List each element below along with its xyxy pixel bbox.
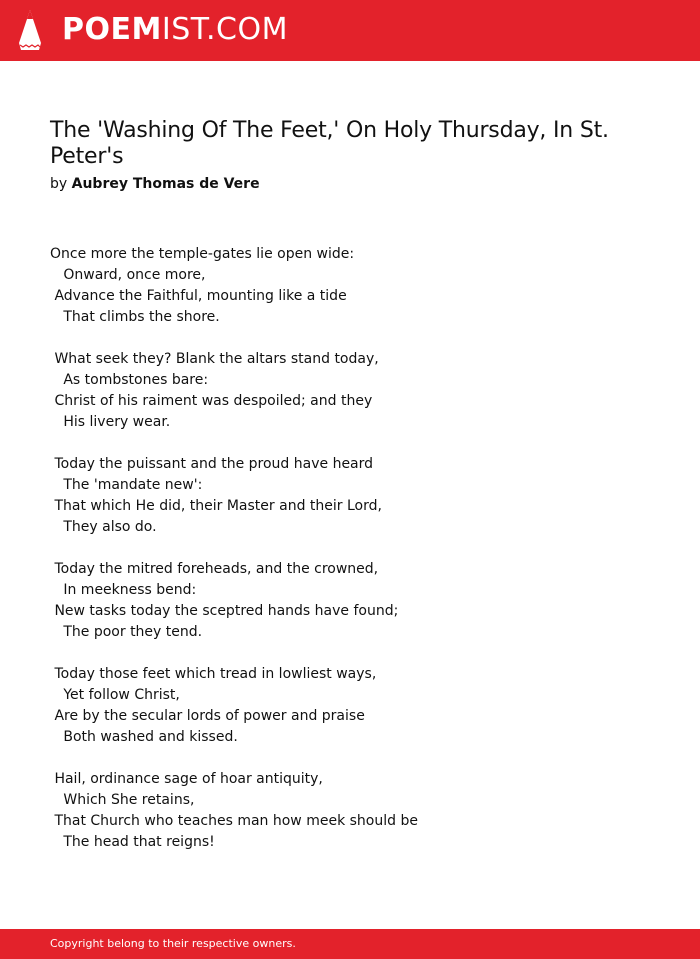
poem-line: That climbs the shore. xyxy=(50,309,220,325)
site-logo[interactable] xyxy=(62,11,288,49)
logo-light-text: IST.COM xyxy=(161,12,288,47)
poem-line: Which She retains, xyxy=(50,792,195,808)
poem-line: Both washed and kissed. xyxy=(50,729,238,745)
stanza xyxy=(50,769,650,853)
poem-line: New tasks today the sceptred hands have found; xyxy=(50,603,399,619)
poem-line: The poor they tend. xyxy=(50,624,203,640)
poem-line: The 'mandate new': xyxy=(50,477,203,493)
poem-line: As tombstones bare: xyxy=(50,372,209,388)
poem-title: The 'Washing Of The Feet,' On Holy Thursday, In St. Peter's xyxy=(50,118,609,169)
byline xyxy=(50,174,260,194)
poem-line: Today the mitred foreheads, and the crowned, xyxy=(50,561,379,577)
stanza xyxy=(50,664,650,748)
poem-line: They also do. xyxy=(50,519,157,535)
poem-line: Christ of his raiment was despoiled; and they xyxy=(50,393,373,409)
stanza xyxy=(50,349,650,433)
author-name: Aubrey Thomas de Vere xyxy=(71,176,260,192)
poem-line: Onward, once more, xyxy=(50,267,206,283)
poem-line: That which He did, their Master and their Lord, xyxy=(50,498,382,514)
poem-line: Today the puissant and the proud have heard xyxy=(50,456,374,472)
site-footer xyxy=(0,929,700,959)
stanza xyxy=(50,559,650,643)
poem-line: In meekness bend: xyxy=(50,582,197,598)
poem-line: The head that reigns! xyxy=(50,834,215,850)
copyright-notice: Copyright belong to their respective owners. xyxy=(50,937,296,950)
poem-line: Are by the secular lords of power and praise xyxy=(50,708,365,724)
pencil-tip-icon[interactable] xyxy=(17,9,43,51)
poem-line: That Church who teaches man how meek should be xyxy=(50,813,418,829)
poem-line: Today those feet which tread in lowliest ways, xyxy=(50,666,377,682)
poem-body xyxy=(50,244,650,874)
site-header xyxy=(0,0,700,61)
by-label: by xyxy=(50,176,68,192)
poem-line: Once more the temple-gates lie open wide: xyxy=(50,246,355,262)
poem-line: Advance the Faithful, mounting like a tide xyxy=(50,288,347,304)
stanza xyxy=(50,244,650,328)
poem-line: His livery wear. xyxy=(50,414,171,430)
poem-line: Yet follow Christ, xyxy=(50,687,180,703)
poem-line: What seek they? Blank the altars stand today, xyxy=(50,351,379,367)
logo-bold-text: POEM xyxy=(62,12,162,47)
stanza xyxy=(50,454,650,538)
poem-line: Hail, ordinance sage of hoar antiquity, xyxy=(50,771,323,787)
